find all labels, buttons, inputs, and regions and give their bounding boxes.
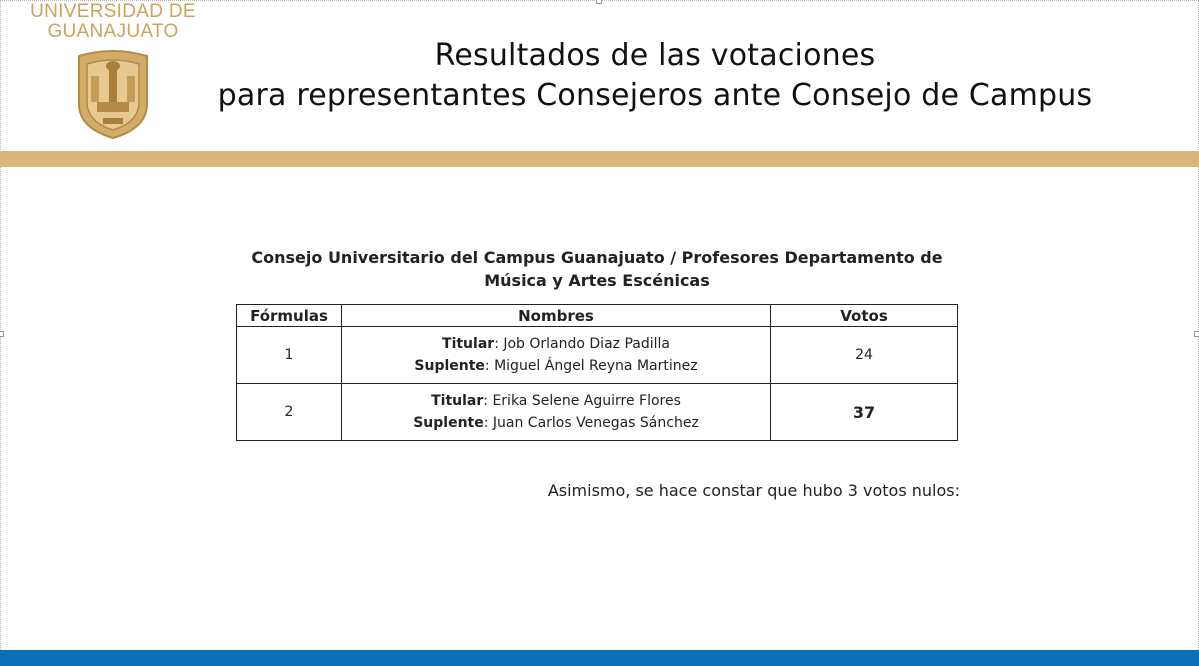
votes-cell-winner: 37 xyxy=(771,384,958,441)
table-row xyxy=(237,384,958,441)
resize-handle-left[interactable] xyxy=(0,331,4,337)
names-cell xyxy=(342,384,771,441)
header-votos: Votos xyxy=(771,305,958,327)
titular-line xyxy=(342,390,770,412)
votes-cell: 24 xyxy=(771,327,958,384)
resize-handle-right[interactable] xyxy=(1194,331,1199,337)
table-header-row xyxy=(237,305,958,327)
blue-footer-band xyxy=(0,650,1199,666)
table-row xyxy=(237,327,958,384)
header-nombres: Nombres xyxy=(342,305,771,327)
titular-name: : Erika Selene Aguirre Flores xyxy=(483,393,681,409)
header-formulas: Fórmulas xyxy=(237,305,342,327)
document-heading-line-2: Música y Artes Escénicas xyxy=(484,271,710,290)
suplente-name: : Miguel Ángel Reyna Martinez xyxy=(484,358,698,374)
results-table xyxy=(236,304,958,441)
formula-cell: 2 xyxy=(237,384,342,441)
titular-label: Titular xyxy=(431,393,484,409)
logo-text-line1: UNIVERSIDAD DE xyxy=(30,1,196,22)
formula-cell: 1 xyxy=(237,327,342,384)
title-line-2: para representantes Consejeros ante Consejo de Campus xyxy=(217,78,1093,113)
suplente-line xyxy=(342,412,770,434)
null-votes-note: Asimismo, se hace constar que hubo 3 votos nulos: xyxy=(547,481,960,500)
logo-text-line2: GUANAJUATO xyxy=(47,21,179,42)
suplente-label: Suplente xyxy=(414,358,485,374)
gold-divider-band xyxy=(0,151,1199,167)
suplente-line xyxy=(342,355,770,377)
document-heading-line-1: Consejo Universitario del Campus Guanajuato / Profesores Departamento de xyxy=(251,248,943,267)
titular-label: Titular xyxy=(442,336,495,352)
resize-handle-top[interactable] xyxy=(596,0,602,4)
document-heading xyxy=(236,246,958,292)
titular-line xyxy=(342,333,770,355)
suplente-label: Suplente xyxy=(413,415,484,431)
page-title xyxy=(150,36,1160,116)
titular-name: : Job Orlando Diaz Padilla xyxy=(494,336,670,352)
names-cell xyxy=(342,327,771,384)
seal-icon xyxy=(73,46,153,140)
suplente-name: : Juan Carlos Venegas Sánchez xyxy=(483,415,699,431)
title-line-1: Resultados de las votaciones xyxy=(434,38,876,73)
